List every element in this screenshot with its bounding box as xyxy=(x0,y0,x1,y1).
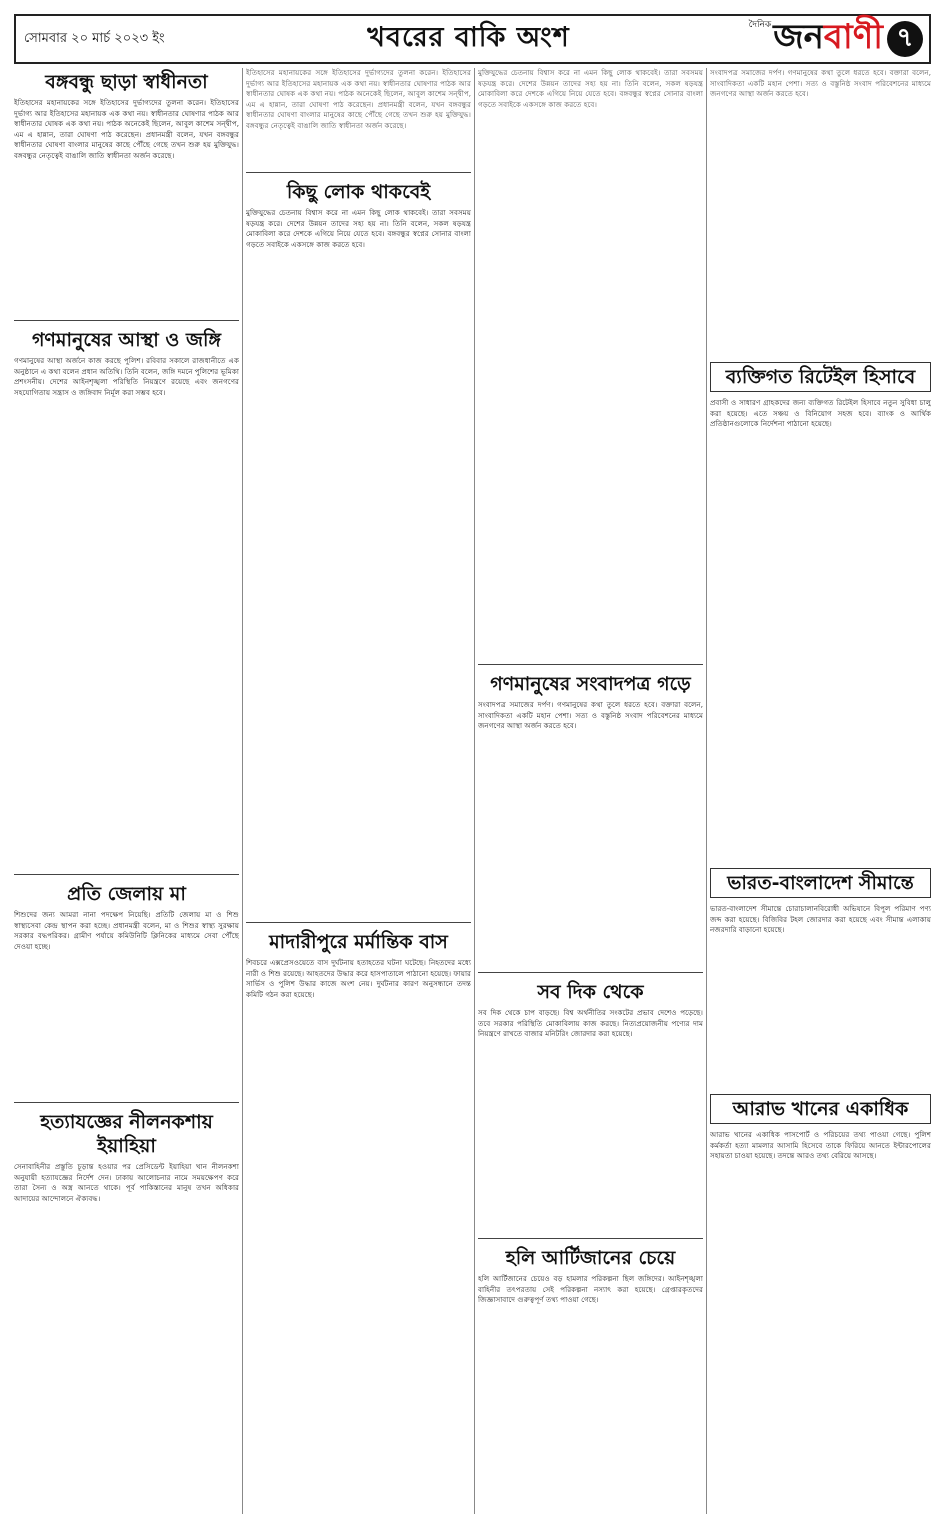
story-body: সব দিক থেকে চাপ বাড়ছে। বিশ্ব অর্থনীতির সংকটের প্রভাব দেশেও পড়েছে। তবে সরকার পরিস্থিতি মোকাবিলায় কাজ করছে। নিত্যপ্রয়োজনীয় পণ্যের দাম নিয়ন্ত্রণে রাখতে বাজার মনিটরিং জোরদার করা হয়েছে। xyxy=(478,1008,703,1039)
column-3 xyxy=(478,68,703,1514)
story xyxy=(710,358,931,858)
story-body: শিবচরে এক্সপ্রেসওয়েতে বাস দুর্ঘটনায় হতাহতের ঘটনা ঘটেছে। নিহতদের মধ্যে নারী ও শিশু রয়েছে। আহতদের উদ্ধার করে হাসপাতালে পাঠানো হয়েছে। ফায়ার সার্ভিস ও পুলিশ উদ্ধার কাজে অংশ নেয়। দুর্ঘটনার কারণ অনুসন্ধানে তদন্ত কমিটি গঠন করা হয়েছে। xyxy=(246,958,471,999)
story-continued xyxy=(478,68,703,660)
newspaper-page xyxy=(14,14,931,1514)
story-headline: প্রতি জেলায় মা xyxy=(67,883,186,905)
column-1 xyxy=(14,68,239,1514)
story-body: ভারত-বাংলাদেশ সীমান্তে চোরাচালানবিরোধী অভিযানে বিপুল পরিমাণ পণ্য জব্দ করা হয়েছে। বিজিবির টহল জোরদার করা হয়েছে এবং সীমান্ত এলাকায় নজরদারি বাড়ানো হয়েছে। xyxy=(710,904,931,935)
story-body: শিশুদের জন্য আমরা নানা পদক্ষেপ নিয়েছি। প্রতিটি জেলায় মা ও শিশু স্বাস্থ্যসেবা কেন্দ্র স্থাপন করা হচ্ছে। প্রধানমন্ত্রী বলেন, মা ও শিশুর স্বাস্থ্য সুরক্ষায় সরকার বদ্ধপরিকর। গ্রামীণ পর্যায়ে কমিউনিটি ক্লিনিকের মাধ্যমে সেবা পৌঁছে দেওয়া হচ্ছে। xyxy=(14,910,239,951)
page-header xyxy=(14,14,931,64)
story-body: সেনাবাহিনীর প্রস্তুতি চূড়ান্ত হওয়ার পর প্রেসিডেন্ট ইয়াহিয়া খান নীলনকশা অনুযায়ী হত্যাযজ্ঞের নির্দেশ দেন। ঢাকায় আলোচনার নামে সময়ক্ষেপণ করে তারা সৈন্য ও অস্ত্র আনতে থাকে। পূর্ব পাকিস্তানের মানুষ তখন অধিকার আদায়ের আন্দোলনে ঐক্যবদ্ধ। xyxy=(14,1162,239,1203)
story-continued xyxy=(246,68,471,168)
brand-logo xyxy=(713,11,929,68)
page-date: সোমবার ২০ মার্চ ২০২৩ ইং xyxy=(24,30,165,46)
story-headline: গণমানুষের আস্থা ও জঙ্গি xyxy=(31,329,221,351)
brand-name: জনবাণী xyxy=(773,16,883,57)
story-body: গণমানুষের আস্থা অর্জনে কাজ করছে পুলিশ। রবিবার সকালে রাজধানীতে এক অনুষ্ঠানে এ কথা বলেন প্রধান অতিথি। তিনি বলেন, জঙ্গি দমনে পুলিশের ভূমিকা প্রশংসনীয়। দেশের আইনশৃঙ্খলা পরিস্থিতি নিয়ন্ত্রণে রয়েছে এবং জনগণের সহযোগিতায় সন্ত্রাস ও জঙ্গিবাদ নির্মূল করা সম্ভব হবে। xyxy=(14,356,239,397)
story-headline: বঙ্গবন্ধু ছাড়া স্বাধীনতা xyxy=(45,71,208,93)
story-continued xyxy=(710,68,931,354)
story xyxy=(14,1108,239,1514)
story-headline: কিছু লোক থাকবেই xyxy=(286,181,431,203)
column-2 xyxy=(246,68,471,1514)
story xyxy=(478,978,703,1232)
brand-prefix: দৈনিক xyxy=(748,19,772,30)
story-headline: হলি আর্টিজানের চেয়ে xyxy=(505,1247,676,1269)
story-body: ইতিহাসের মহানায়কের সঙ্গে ইতিহাসের দুর্ভাগ্যদের তুলনা করেন। ইতিহাসের দুর্ভাগ্য আর ইতিহাসের মহানায়ক এক কথা নয়। স্বাধীনতার ঘোষণার পাঠক আর স্বাধীনতার ঘোষক এক কথা নয়। পাঠক অনেকেই ছিলেন, আবুল কাশেম সন্দ্বীপ, এম এ হান্নান, তারা ঘোষণা পাঠ করেছেন। প্রধানমন্ত্রী বলেন, যখন বঙ্গবন্ধুর স্বাধীনতার ঘোষণা বাংলার মানুষের কাছে পৌঁছে গেছে তখন শুরু হয় মুক্তিযুদ্ধ। বঙ্গবন্ধুর নেতৃত্বেই বাঙালি জাতি স্বাধীনতা অর্জন করেছে। xyxy=(14,98,239,160)
story-body: ইতিহাসের মহানায়কের সঙ্গে ইতিহাসের দুর্ভাগ্যদের তুলনা করেন। ইতিহাসের দুর্ভাগ্য আর ইতিহাসের মহানায়ক এক কথা নয়। স্বাধীনতার ঘোষণার পাঠক আর স্বাধীনতার ঘোষক এক কথা নয়। পাঠক অনেকেই ছিলেন, আবুল কাশেম সন্দ্বীপ, এম এ হান্নান, তারা ঘোষণা পাঠ করেছেন। প্রধানমন্ত্রী বলেন, যখন বঙ্গবন্ধুর স্বাধীনতার ঘোষণা বাংলার মানুষের কাছে পৌঁছে গেছে তখন শুরু হয় মুক্তিযুদ্ধ। বঙ্গবন্ধুর নেতৃত্বেই বাঙালি জাতি স্বাধীনতা অর্জন করেছে। xyxy=(246,68,471,130)
story-body: সংবাদপত্র সমাজের দর্পণ। গণমানুষের কথা তুলে ধরতে হবে। বক্তারা বলেন, সাংবাদিকতা একটি মহান পেশা। সত্য ও বস্তুনিষ্ঠ সংবাদ পরিবেশনের মাধ্যমে জনগণের আস্থা অর্জন করতে হবে। xyxy=(710,68,931,99)
story-body: প্রবাসী ও সাধারণ গ্রাহকদের জন্য ব্যক্তিগত রিটেইল হিসাবে নতুন সুবিধা চালু করা হয়েছে। এতে সঞ্চয় ও বিনিয়োগ সহজ হবে। ব্যাংক ও আর্থিক প্রতিষ্ঠানগুলোকে নির্দেশনা পাঠানো হয়েছে। xyxy=(710,398,931,429)
story-body: মুক্তিযুদ্ধের চেতনায় বিশ্বাস করে না এমন কিছু লোক থাকবেই। তারা সবসময় ষড়যন্ত্র করে। দেশের উন্নয়ন তাদের সহ্য হয় না। তিনি বলেন, সকল ষড়যন্ত্র মোকাবিলা করে দেশকে এগিয়ে নিয়ে যেতে হবে। বঙ্গবন্ধুর স্বপ্নের সোনার বাংলা গড়তে সবাইকে একসঙ্গে কাজ করতে হবে। xyxy=(478,68,703,109)
story-body: আরাভ খানের একাধিক পাসপোর্ট ও পরিচয়ের তথ্য পাওয়া গেছে। পুলিশ কর্মকর্তা হত্যা মামলার আসামি হিসেবে তাকে ফিরিয়ে আনতে ইন্টারপোলের সহায়তা চাওয়া হয়েছে। তদন্তে আরও তথ্য বেরিয়ে আসছে। xyxy=(710,1130,931,1161)
story xyxy=(246,178,471,916)
story-headline: আরাভ খানের একাধিক xyxy=(710,1094,931,1124)
story xyxy=(246,928,471,1514)
story-headline: হত্যাযজ্ঞের নীলনকশায় ইয়াহিয়া xyxy=(40,1111,213,1157)
story xyxy=(478,670,703,966)
story-headline: মাদারীপুরে মর্মান্তিক বাস xyxy=(269,931,448,953)
columns xyxy=(14,68,931,1514)
story xyxy=(14,326,239,868)
story xyxy=(710,864,931,1084)
story-headline: ভারত-বাংলাদেশ সীমান্তে xyxy=(710,868,931,898)
story xyxy=(14,880,239,1096)
story-body: হলি আর্টিজানের চেয়েও বড় হামলার পরিকল্পনা ছিল জঙ্গিদের। আইনশৃঙ্খলা বাহিনীর তৎপরতায় সেই পরিকল্পনা নস্যাৎ করা হয়েছে। গ্রেপ্তারকৃতদের জিজ্ঞাসাবাদে গুরুত্বপূর্ণ তথ্য পাওয়া গেছে। xyxy=(478,1274,703,1305)
story xyxy=(14,68,239,316)
story-body: সংবাদপত্র সমাজের দর্পণ। গণমানুষের কথা তুলে ধরতে হবে। বক্তারা বলেন, সাংবাদিকতা একটি মহান পেশা। সত্য ও বস্তুনিষ্ঠ সংবাদ পরিবেশনের মাধ্যমে জনগণের আস্থা অর্জন করতে হবে। xyxy=(478,700,703,731)
story-headline: সব দিক থেকে xyxy=(537,981,644,1003)
page-number: ৭ xyxy=(887,21,923,57)
column-4 xyxy=(710,68,931,1514)
story xyxy=(710,1090,931,1514)
story-body: মুক্তিযুদ্ধের চেতনায় বিশ্বাস করে না এমন কিছু লোক থাকবেই। তারা সবসময় ষড়যন্ত্র করে। দেশের উন্নয়ন তাদের সহ্য হয় না। তিনি বলেন, সকল ষড়যন্ত্র মোকাবিলা করে দেশকে এগিয়ে নিয়ে যেতে হবে। বঙ্গবন্ধুর স্বপ্নের সোনার বাংলা গড়তে সবাইকে একসঙ্গে কাজ করতে হবে। xyxy=(246,208,471,249)
section-title: খবরের বাকি অংশ xyxy=(367,21,570,53)
story-headline: গণমানুষের সংবাদপত্র গড়ে xyxy=(490,673,691,695)
story xyxy=(478,1244,703,1514)
story-headline: ব্যক্তিগত রিটেইল হিসাবে xyxy=(710,362,931,392)
